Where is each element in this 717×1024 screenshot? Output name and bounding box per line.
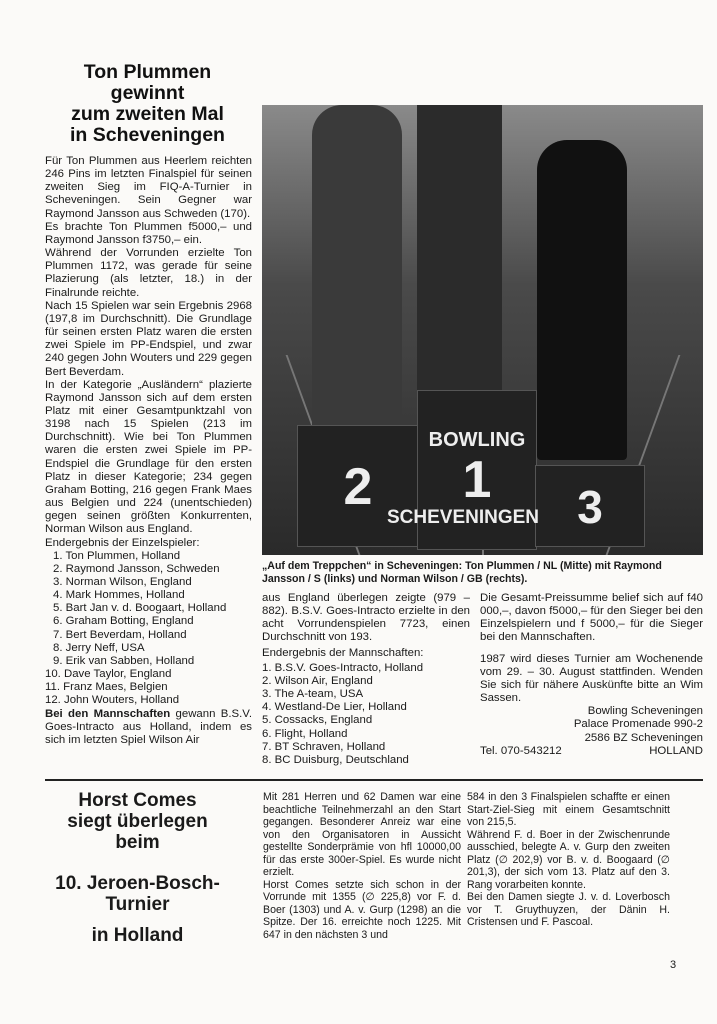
list-item: 3. The A-team, USA xyxy=(262,688,364,701)
paragraph: aus England überlegen zeigte (979 – 882). B.S.V. Goes-Intracto erzielte in den acht Vorrundenspielen 7723, einen Durchschnitt von 193. xyxy=(262,592,470,644)
place-number: 2 xyxy=(343,458,373,516)
article-middle-column xyxy=(262,592,470,767)
podium-photo xyxy=(262,105,703,555)
list-item: 4. Westland-De Lier, Holland xyxy=(262,701,407,714)
team-results-list xyxy=(262,662,470,767)
list-item: 1. B.S.V. Goes-Intracto, Holland xyxy=(262,661,424,674)
person-center xyxy=(417,105,502,395)
article2-title xyxy=(45,790,230,946)
list-item: 6. Flight, Holland xyxy=(262,727,348,740)
article2-column-1 xyxy=(263,791,461,941)
address-line: Bowling Scheveningen xyxy=(587,705,703,718)
title-line: Horst Comes xyxy=(78,790,197,811)
list-item: 7. Bert Beverdam, Holland xyxy=(53,628,187,641)
paragraph-text: gewann B.S.V. Goes-Intracto aus Holland, indem es sich im letzten Spiel Wilson Air xyxy=(45,707,252,746)
podium-venue: SCHEVENINGEN xyxy=(387,507,540,528)
list-item: 12. John Wouters, Holland xyxy=(45,694,180,707)
person-right xyxy=(537,140,627,460)
title-line: 10. Jeroen-Bosch- xyxy=(55,873,220,894)
list-item: 6. Graham Botting, England xyxy=(53,615,194,628)
article2-column-2 xyxy=(467,791,670,929)
singles-results-list xyxy=(45,550,252,708)
address-line: Palace Promenade 990-2 xyxy=(573,718,703,731)
list-item: 4. Mark Hommes, Holland xyxy=(53,589,185,602)
page-number: 3 xyxy=(670,959,677,971)
paragraph: Mit 281 Herren und 62 Damen war eine beachtliche Teilnehmerzahl an den Start gegangen. Besonderer Anreiz war eine von den Organisatoren in Aussicht gestellte Sonderprämie von hfl 10000,00 für das erste 300er-Spiel. Es wurde nicht erzielt. xyxy=(263,791,461,878)
paragraph: Während F. d. Boer in der Zwischenrunde ausschied, belegte A. v. Gurp den zweiten Platz (∅ 202,9) vor B. v. d. Boogaard (∅ 201,3), der sich vom 13. Platz auf den 3. Rang vorarbeiten konnte. xyxy=(467,828,670,891)
paragraph: In der Kategorie „Ausländern“ plazierte Raymond Jansson sich auf dem ersten Platz mit einer Gesamtpunktzahl von 3198 nach 15 Spielen (213 im Durchschnitt). Wie bei Ton Plummen waren die ersten zwei Spiele im PP-Endspiel die Grundlage für den ersten Platz in dieser Kategorie; 234 gegen Graham Botting, 216 gegen Frank Maes aus Belgien und 224 (unentschieden) gegen seinen größten Konkurrenten, Norman Wilson aus England. xyxy=(45,378,252,536)
paragraph xyxy=(45,708,252,747)
list-item: 5. Bart Jan v. d. Boogaart, Holland xyxy=(53,602,227,615)
list-item: 7. BT Schraven, Holland xyxy=(262,740,386,753)
list-item: 8. BC Duisburg, Deutschland xyxy=(262,753,409,766)
paragraph: Bei den Damen siegte J. v. d. Loverbosch vor T. Gruythuyzen, der Dänin H. Cristensen und F. Pascoal. xyxy=(467,891,670,928)
list-item: 11. Franz Maes, Belgien xyxy=(45,681,168,694)
title-line: Ton Plummen xyxy=(83,61,212,83)
article-title xyxy=(40,62,255,146)
title-line: in Holland xyxy=(91,925,184,946)
paragraph: Endergebnis der Mannschaften: xyxy=(262,646,424,659)
article-right-column xyxy=(480,592,703,758)
title-line: zum zweiten Mal xyxy=(71,103,224,125)
paragraph: Für Ton Plummen aus Heerlem reichten 246 Pins im letzten Finalspiel für seinen zweiten Sieg im FIQ-A-Turnier in Scheveningen. Sein Gegner war Raymond Jansson aus Schweden (170). xyxy=(45,155,252,220)
title-line: Turnier xyxy=(105,894,170,915)
contact-phone: Tel. 070-543212 xyxy=(480,744,562,757)
paragraph: Die Gesamt-Preissumme belief sich auf f40 000,–, davon f5000,– für den Sieger bei den Einzelspielern und f 5000,– für die Sieger bei den Mannschaften. xyxy=(480,592,703,644)
person-left xyxy=(312,105,402,435)
list-item: 9. Erik van Sabben, Holland xyxy=(53,654,195,667)
paragraph: Es brachte Ton Plummen f5000,– und Raymond Jansson f3750,– ein. xyxy=(45,220,252,246)
contact-address xyxy=(480,705,703,744)
title-line: siegt überlegen xyxy=(67,811,208,832)
title-line: beim xyxy=(115,832,160,853)
list-item: 2. Wilson Air, England xyxy=(262,674,373,687)
paragraph: Horst Comes setzte sich schon in der Vorrunde mit 1355 (∅ 225,8) vor F. d. Boer (1303) und A. v. Gurp (1298) an die Spitze. Der 16. erreichte noch 1225. Mit 647 in den nächsten 3 und xyxy=(263,878,461,941)
contact-country: HOLLAND xyxy=(649,744,703,757)
podium-label: BOWLING xyxy=(428,429,526,451)
address-line: 2586 BZ Scheveningen xyxy=(584,731,703,744)
photo-caption: „Auf dem Treppchen“ in Scheveningen: Ton Plummen / NL (Mitte) mit Raymond Jansson / S (links) und Norman Wilson / GB (rechts). xyxy=(262,560,662,585)
paragraph: 584 in den 3 Finalspielen schaffte er einen Start-Ziel-Sieg mit einem Gesamtschnitt von 215,5. xyxy=(467,791,670,828)
paragraph: Nach 15 Spielen war sein Ergebnis 2968 (197,8 im Durchschnitt). Die Grundlage für seinen ersten Platz waren die ersten zwei Spiele im PP-Endspiel, und zwar 240 gegen John Wouters und 229 gegen Bert Beverdam. xyxy=(45,299,252,378)
article-left-column xyxy=(45,155,252,747)
paragraph: 1987 wird dieses Turnier am Wochenende vom 29. – 30. August stattfinden. Wenden Sie sich für nähere Auskünfte bitte an Wim Sassen. xyxy=(480,652,703,705)
place-number: 1 xyxy=(462,451,492,509)
section-divider xyxy=(45,779,703,781)
list-item: 8. Jerry Neff, USA xyxy=(53,641,145,654)
list-item: 2. Raymond Jansson, Schweden xyxy=(53,562,220,575)
list-item: 10. Dave Taylor, England xyxy=(45,668,172,681)
bold-lead: Bei den Mannschaften xyxy=(45,707,171,720)
title-line: gewinnt xyxy=(110,82,185,104)
list-item: 5. Cossacks, England xyxy=(262,714,373,727)
paragraph: Endergebnis der Einzelspieler: xyxy=(45,536,200,549)
list-item: 3. Norman Wilson, England xyxy=(53,576,192,588)
title-line: in Scheveningen xyxy=(70,124,225,146)
list-item: 1. Ton Plummen, Holland xyxy=(53,549,181,562)
place-number: 3 xyxy=(577,481,603,533)
paragraph: Während der Vorrunden erzielte Ton Plummen 1172, was gerade für seine Plazierung (als letzter, 18.) in der Finalrunde reichte. xyxy=(45,247,252,299)
podium-third xyxy=(535,465,645,547)
